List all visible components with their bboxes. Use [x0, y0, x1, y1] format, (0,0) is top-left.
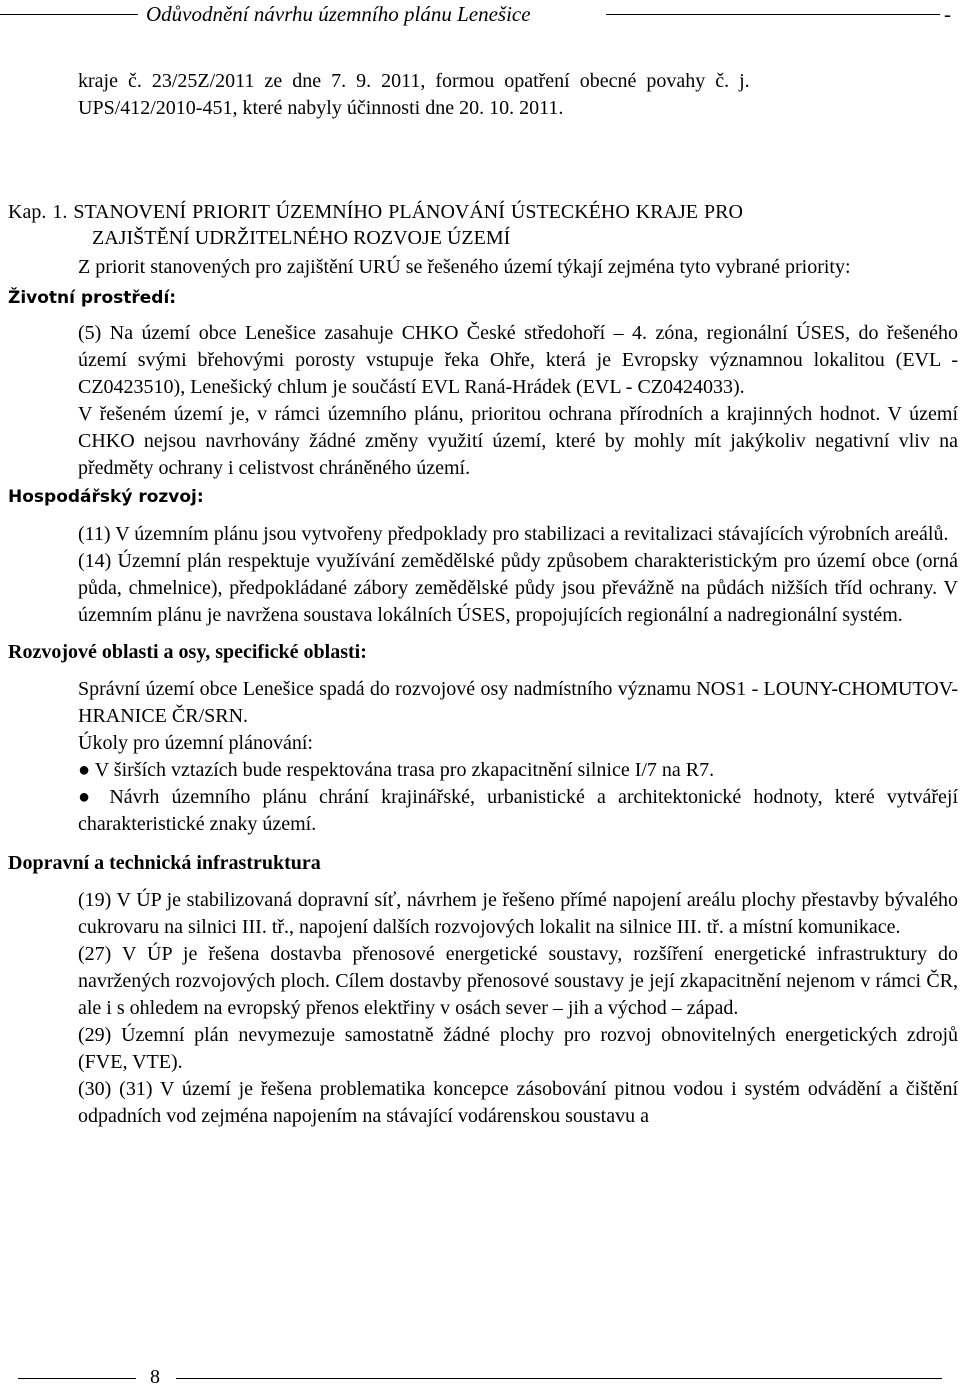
header-title: Odůvodnění návrhu územního plánu Lenešice — [146, 2, 531, 26]
page-number: 8 — [150, 1366, 160, 1388]
section-heading-infrastructure: Dopravní a technická infrastruktura — [8, 852, 321, 874]
page-header — [0, 0, 960, 30]
section-paragraph: (14) Územní plán respektuje využívání zemědělské půdy způsobem charakteristickým pro území obce (orná půda, chmelnice), předpokládané zábory zemědělské půdy jsou převážně na půdách nižších tříd ochrany. V územním plánu je navržena soustava lokálních ÚSES, propojujících regionální a nadregionální systém. — [78, 550, 958, 626]
section-paragraph: V řešeném území je, v rámci územního plánu, prioritou ochrana přírodních a krajinných hodnot. V území CHKO nejsou navrhovány žádné změny využití území, které by mohly mít jakýkoliv negativní vliv na předměty ochrany i celistvost chráněného území. — [78, 403, 958, 479]
bullet-item: ● Návrh územního plánu chrání krajinářské, urbanistické a architektonické hodnoty, které vytvářejí charakteristické znaky území. — [78, 786, 958, 835]
section-paragraph: Správní území obce Lenešice spadá do rozvojové osy nadmístního významu NOS1 - LOUNY-CHOMUTOV-HRANICE ČR/SRN. — [78, 678, 958, 727]
section-heading-economy: Hospodářský rozvoj: — [8, 487, 204, 507]
header-rule-left — [0, 14, 138, 15]
bullet-item: ● V širších vztazích bude respektována trasa pro zkapacitnění silnice I/7 na R7. — [78, 759, 715, 781]
footer-rule-left — [18, 1378, 136, 1379]
section-paragraph: (19) V ÚP je stabilizovaná dopravní síť, návrhem je řešeno přímé napojení areálu plochy přestavby bývalého cukrovaru na silnici III. tř., napojení dalších rozvojových lokalit na silnice III. tř. a místní komunikace. — [78, 889, 958, 938]
chapter-intro: Z priorit stanovených pro zajištění URÚ se řešeného území týkají zejména tyto vybrané priority: — [78, 256, 851, 278]
section-heading-development: Rozvojové oblasti a osy, specifické oblasti: — [8, 641, 367, 663]
chapter-heading-cont: ZAJIŠTĚNÍ UDRŽITELNÉHO ROZVOJE ÚZEMÍ — [92, 227, 511, 249]
chapter-heading: Kap. 1. STANOVENÍ PRIORIT ÚZEMNÍHO PLÁNOVÁNÍ ÚSTECKÉHO KRAJE PRO — [8, 201, 743, 223]
section-paragraph: (27) V ÚP je řešena dostavba přenosové energetické soustavy, rozšíření energetické infrastruktury do navržených rozvojových ploch. Cílem dostavby přenosové soustavy je její zkapacitnění nejenom v rámci ČR, ale i s ohledem na evropský přenos elektřiny v osách sever – jih a východ – západ. — [78, 943, 958, 1019]
footer-rule-right — [176, 1378, 942, 1379]
section-paragraph: (5) Na území obce Lenešice zasahuje CHKO České středohoří – 4. zóna, regionální ÚSES, do řešeného území svými břehovými porosty vstupuje řeka Ohře, která je Evropsky významnou lokalitou (EVL - CZ0423510), Lenešický chlum je součástí EVL Raná-Hrádek (EVL - CZ0424033). — [78, 322, 958, 398]
intro-line-2: UPS/412/2010-451, které nabyly účinnosti dne 20. 10. 2011. — [78, 97, 564, 119]
section-paragraph: Úkoly pro územní plánování: — [78, 732, 313, 754]
document-body — [0, 68, 958, 1130]
header-trail: - — [944, 2, 951, 26]
page-footer — [0, 1364, 960, 1389]
header-rule-right — [606, 14, 940, 15]
section-paragraph: (30) (31) V území je řešena problematika koncepce zásobování pitnou vodou i systém odvádění a čištění odpadních vod zejména napojením na stávající vodárenskou soustavu a — [78, 1078, 958, 1127]
intro-line-1: kraje č. 23/25Z/2011 ze dne 7. 9. 2011, formou opatření obecné povahy č. j. — [78, 70, 750, 92]
section-heading-environment: Životní prostředí: — [8, 288, 177, 308]
section-paragraph: (11) V územním plánu jsou vytvořeny předpoklady pro stabilizaci a revitalizaci stávajících výrobních areálů. — [78, 523, 949, 545]
section-paragraph: (29) Územní plán nevymezuje samostatně žádné plochy pro rozvoj obnovitelných energetických zdrojů (FVE, VTE). — [78, 1024, 958, 1073]
